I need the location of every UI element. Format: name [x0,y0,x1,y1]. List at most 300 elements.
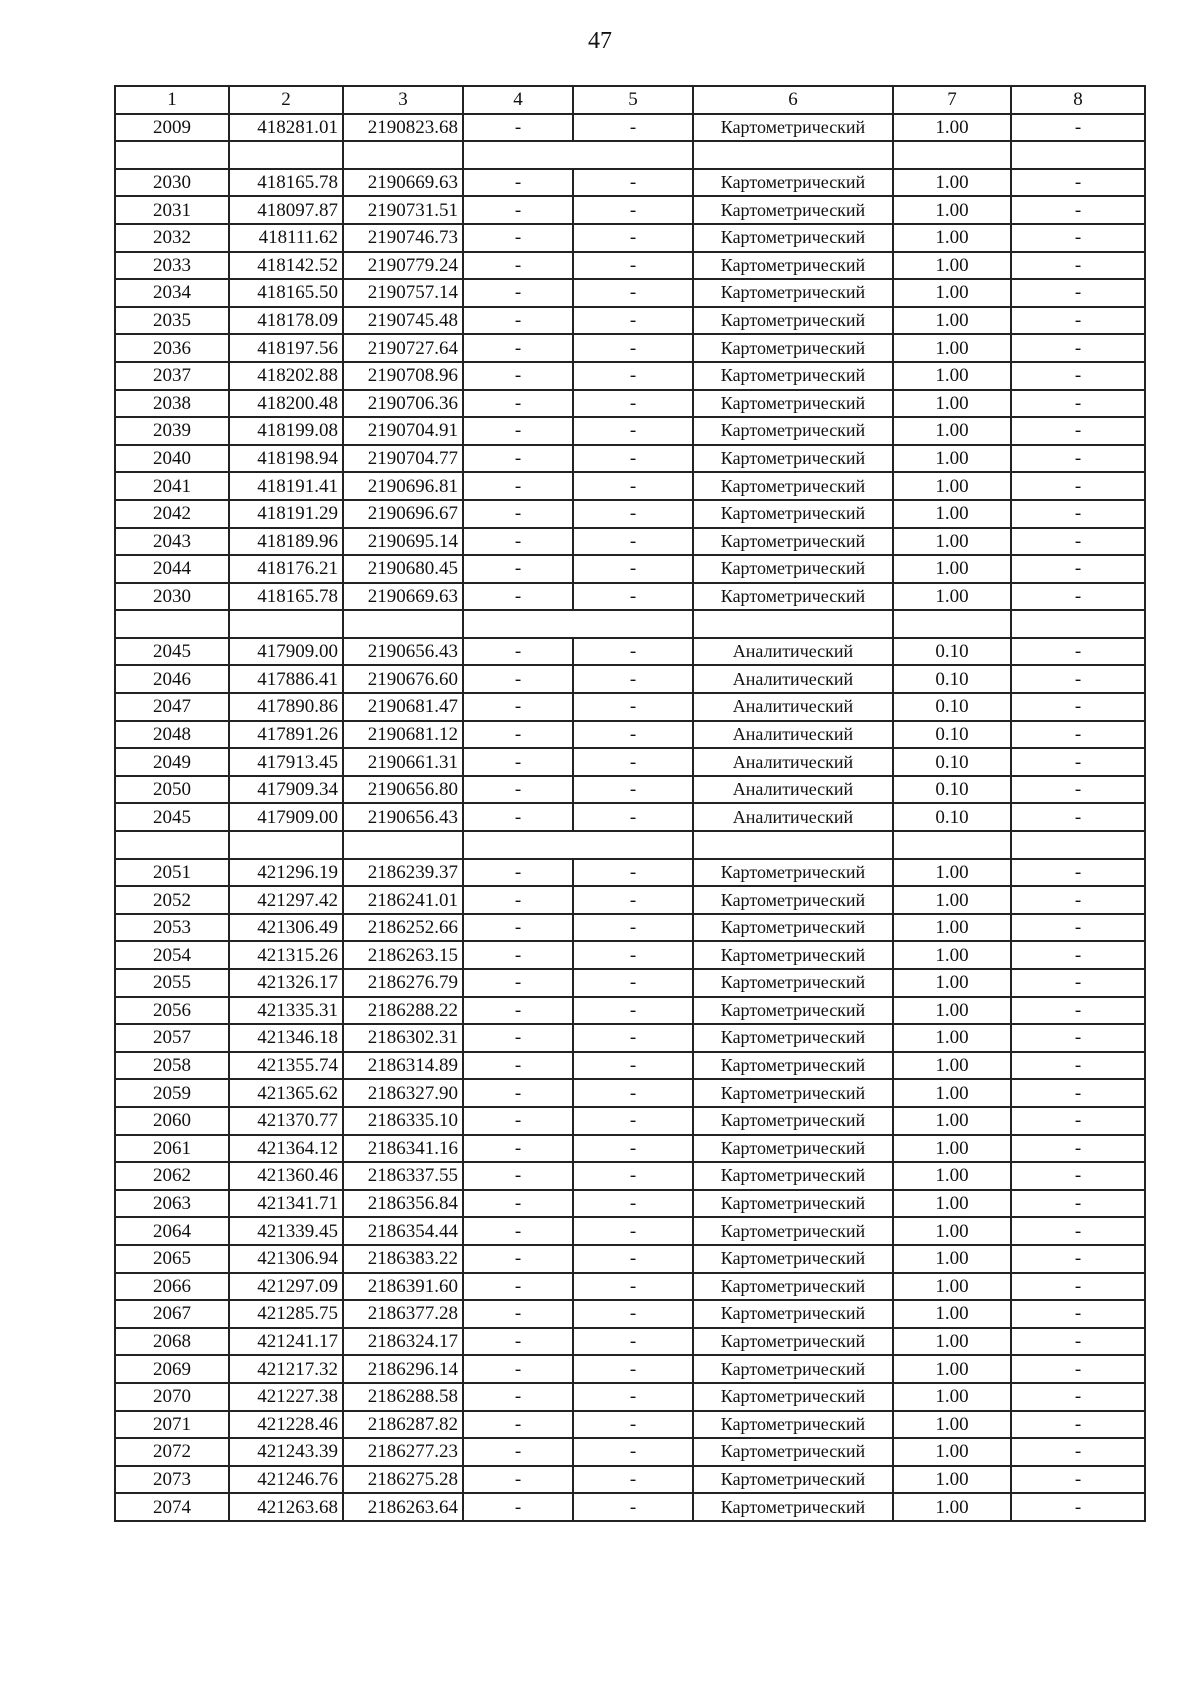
col-4-cell: - [463,693,573,721]
coord-x-cell: 417890.86 [229,693,343,721]
col-4-cell: - [463,997,573,1025]
point-number-cell: 2067 [115,1300,229,1328]
accuracy-cell: 0.10 [893,721,1011,749]
col-8-cell: - [1011,914,1145,942]
coord-y-cell: 2186302.31 [343,1024,463,1052]
point-number-cell: 2054 [115,941,229,969]
coord-x-cell: 421296.19 [229,859,343,887]
header-row [115,86,1145,114]
method-cell: Картометрический [693,1273,893,1301]
table-row [115,528,1145,556]
table-row [115,1079,1145,1107]
coord-x-cell: 421326.17 [229,969,343,997]
coord-y-cell: 2186341.16 [343,1135,463,1163]
method-cell: Картометрический [693,1466,893,1494]
col-5-cell: - [573,390,693,418]
coord-x-cell: 418191.41 [229,472,343,500]
point-number-cell: 2046 [115,665,229,693]
accuracy-cell: 1.00 [893,307,1011,335]
table-row [115,114,1145,142]
col-5-cell: - [573,196,693,224]
table-row [115,555,1145,583]
accuracy-cell: 1.00 [893,390,1011,418]
col-5-cell: - [573,252,693,280]
col-4-cell: - [463,1273,573,1301]
col-5-cell: - [573,803,693,831]
point-number-cell: 2065 [115,1245,229,1273]
col-4-cell: - [463,886,573,914]
col-8-cell: - [1011,390,1145,418]
coord-x-cell: 418097.87 [229,196,343,224]
point-number-cell: 2033 [115,252,229,280]
empty-cell [573,610,693,638]
col-5-cell: - [573,914,693,942]
col-4-cell: - [463,417,573,445]
point-number-cell: 2066 [115,1273,229,1301]
coord-y-cell: 2190746.73 [343,224,463,252]
coord-x-cell: 421355.74 [229,1052,343,1080]
point-number-cell: 2030 [115,583,229,611]
point-number-cell: 2051 [115,859,229,887]
col-5-cell: - [573,1273,693,1301]
table-row [115,1411,1145,1439]
col-8-cell: - [1011,859,1145,887]
point-number-cell: 2034 [115,279,229,307]
method-cell: Картометрический [693,1328,893,1356]
method-cell: Аналитический [693,776,893,804]
accuracy-cell: 0.10 [893,665,1011,693]
col-8-cell: - [1011,1245,1145,1273]
col-8-cell: - [1011,997,1145,1025]
coord-x-cell: 421364.12 [229,1135,343,1163]
coord-y-cell: 2190676.60 [343,665,463,693]
accuracy-cell: 1.00 [893,1079,1011,1107]
method-cell: Картометрический [693,969,893,997]
col-5-cell: - [573,528,693,556]
col-4-cell: - [463,583,573,611]
point-number-cell: 2048 [115,721,229,749]
coord-y-cell: 2186252.66 [343,914,463,942]
col-5-cell: - [573,1052,693,1080]
col-8-cell: - [1011,1135,1145,1163]
col-5-cell: - [573,997,693,1025]
coord-x-cell: 418165.50 [229,279,343,307]
point-number-cell: 2045 [115,638,229,666]
point-number-cell: 2040 [115,445,229,473]
method-cell: Картометрический [693,997,893,1025]
col-5-cell: - [573,1438,693,1466]
col-5-cell: - [573,224,693,252]
col-4-cell: - [463,1245,573,1273]
col-8-cell: - [1011,362,1145,390]
col-8-cell: - [1011,224,1145,252]
col-5-cell: - [573,583,693,611]
coord-y-cell: 2186263.15 [343,941,463,969]
separator-row [115,831,1145,859]
accuracy-cell: 1.00 [893,417,1011,445]
table-row [115,224,1145,252]
col-5-cell: - [573,1135,693,1163]
table-row [115,1383,1145,1411]
table-row [115,307,1145,335]
col-4-cell: - [463,279,573,307]
method-cell: Картометрический [693,114,893,142]
col-4-cell: - [463,803,573,831]
coord-x-cell: 421297.42 [229,886,343,914]
table-row [115,803,1145,831]
coord-y-cell: 2186391.60 [343,1273,463,1301]
accuracy-cell: 1.00 [893,169,1011,197]
col-5-cell: - [573,114,693,142]
accuracy-cell: 1.00 [893,1190,1011,1218]
table-row [115,196,1145,224]
col-4-cell: - [463,1052,573,1080]
accuracy-cell: 1.00 [893,528,1011,556]
point-number-cell: 2030 [115,169,229,197]
col-8-cell: - [1011,114,1145,142]
col-4-cell: - [463,252,573,280]
coord-y-cell: 2186263.64 [343,1493,463,1521]
coord-x-cell: 418189.96 [229,528,343,556]
coord-y-cell: 2190696.81 [343,472,463,500]
accuracy-cell: 1.00 [893,1328,1011,1356]
coord-x-cell: 418111.62 [229,224,343,252]
col-8-cell: - [1011,583,1145,611]
coord-x-cell: 421246.76 [229,1466,343,1494]
method-cell: Картометрический [693,1493,893,1521]
coord-y-cell: 2190656.80 [343,776,463,804]
col-8-cell: - [1011,1190,1145,1218]
accuracy-cell: 1.00 [893,279,1011,307]
empty-cell [893,141,1011,169]
coord-x-cell: 421227.38 [229,1383,343,1411]
point-number-cell: 2047 [115,693,229,721]
table-row [115,583,1145,611]
method-cell: Картометрический [693,1024,893,1052]
method-cell: Аналитический [693,693,893,721]
col-4-cell: - [463,307,573,335]
coord-x-cell: 421306.94 [229,1245,343,1273]
method-cell: Картометрический [693,169,893,197]
method-cell: Картометрический [693,196,893,224]
coord-x-cell: 421241.17 [229,1328,343,1356]
empty-cell [229,141,343,169]
col-8-cell: - [1011,196,1145,224]
coord-y-cell: 2190661.31 [343,748,463,776]
col-8-cell: - [1011,1107,1145,1135]
method-cell: Картометрический [693,252,893,280]
header-cell: 1 [115,86,229,114]
col-4-cell: - [463,1411,573,1439]
point-number-cell: 2060 [115,1107,229,1135]
coord-x-cell: 417909.00 [229,638,343,666]
table-row [115,1135,1145,1163]
method-cell: Картометрический [693,859,893,887]
col-8-cell: - [1011,1079,1145,1107]
point-number-cell: 2074 [115,1493,229,1521]
table-body [115,86,1145,1521]
col-8-cell: - [1011,665,1145,693]
coord-y-cell: 2186288.22 [343,997,463,1025]
table-row [115,1438,1145,1466]
coord-y-cell: 2190757.14 [343,279,463,307]
coord-y-cell: 2186356.84 [343,1190,463,1218]
table-row [115,1162,1145,1190]
table-row [115,721,1145,749]
col-8-cell: - [1011,1300,1145,1328]
method-cell: Аналитический [693,638,893,666]
col-5-cell: - [573,279,693,307]
col-4-cell: - [463,196,573,224]
col-5-cell: - [573,334,693,362]
coord-y-cell: 2190823.68 [343,114,463,142]
col-5-cell: - [573,721,693,749]
col-4-cell: - [463,528,573,556]
col-8-cell: - [1011,886,1145,914]
col-5-cell: - [573,859,693,887]
empty-cell [229,610,343,638]
method-cell: Картометрический [693,1383,893,1411]
coord-y-cell: 2190656.43 [343,803,463,831]
empty-cell [1011,610,1145,638]
separator-row [115,141,1145,169]
point-number-cell: 2042 [115,500,229,528]
col-4-cell: - [463,114,573,142]
table-row [115,445,1145,473]
accuracy-cell: 1.00 [893,1107,1011,1135]
point-number-cell: 2039 [115,417,229,445]
method-cell: Картометрический [693,500,893,528]
table-row [115,1107,1145,1135]
method-cell: Картометрический [693,941,893,969]
col-5-cell: - [573,1190,693,1218]
col-5-cell: - [573,748,693,776]
method-cell: Картометрический [693,1107,893,1135]
coord-y-cell: 2186383.22 [343,1245,463,1273]
col-8-cell: - [1011,748,1145,776]
point-number-cell: 2052 [115,886,229,914]
method-cell: Картометрический [693,555,893,583]
method-cell: Картометрический [693,1438,893,1466]
table-row [115,334,1145,362]
method-cell: Картометрический [693,279,893,307]
col-5-cell: - [573,1024,693,1052]
coord-y-cell: 2186275.28 [343,1466,463,1494]
col-4-cell: - [463,776,573,804]
point-number-cell: 2070 [115,1383,229,1411]
coord-x-cell: 421360.46 [229,1162,343,1190]
coordinates-table [114,85,1146,1522]
col-8-cell: - [1011,1355,1145,1383]
coord-y-cell: 2190708.96 [343,362,463,390]
empty-cell [463,610,573,638]
col-5-cell: - [573,500,693,528]
col-8-cell: - [1011,1383,1145,1411]
accuracy-cell: 1.00 [893,1300,1011,1328]
point-number-cell: 2045 [115,803,229,831]
coord-x-cell: 421341.71 [229,1190,343,1218]
col-4-cell: - [463,1355,573,1383]
coord-x-cell: 421315.26 [229,941,343,969]
empty-cell [893,831,1011,859]
table-row [115,279,1145,307]
accuracy-cell: 1.00 [893,1493,1011,1521]
coord-x-cell: 417886.41 [229,665,343,693]
col-8-cell: - [1011,721,1145,749]
col-5-cell: - [573,1466,693,1494]
col-5-cell: - [573,1107,693,1135]
coord-x-cell: 418191.29 [229,500,343,528]
accuracy-cell: 0.10 [893,693,1011,721]
col-4-cell: - [463,1107,573,1135]
point-number-cell: 2071 [115,1411,229,1439]
col-5-cell: - [573,693,693,721]
method-cell: Картометрический [693,1217,893,1245]
header-cell: 7 [893,86,1011,114]
coord-y-cell: 2190696.67 [343,500,463,528]
empty-cell [115,141,229,169]
method-cell: Картометрический [693,1411,893,1439]
accuracy-cell: 1.00 [893,1273,1011,1301]
col-8-cell: - [1011,638,1145,666]
point-number-cell: 2009 [115,114,229,142]
table-row [115,362,1145,390]
col-5-cell: - [573,941,693,969]
empty-cell [343,831,463,859]
coord-x-cell: 421285.75 [229,1300,343,1328]
method-cell: Картометрический [693,583,893,611]
accuracy-cell: 0.10 [893,803,1011,831]
coord-x-cell: 418176.21 [229,555,343,583]
col-8-cell: - [1011,417,1145,445]
accuracy-cell: 1.00 [893,1355,1011,1383]
accuracy-cell: 1.00 [893,1245,1011,1273]
col-4-cell: - [463,969,573,997]
empty-cell [343,610,463,638]
coord-x-cell: 421263.68 [229,1493,343,1521]
point-number-cell: 2036 [115,334,229,362]
col-8-cell: - [1011,1466,1145,1494]
method-cell: Аналитический [693,803,893,831]
accuracy-cell: 1.00 [893,472,1011,500]
accuracy-cell: 1.00 [893,334,1011,362]
col-4-cell: - [463,1438,573,1466]
method-cell: Картометрический [693,1135,893,1163]
table-row [115,1273,1145,1301]
table-row [115,914,1145,942]
col-5-cell: - [573,969,693,997]
col-4-cell: - [463,914,573,942]
col-8-cell: - [1011,941,1145,969]
col-5-cell: - [573,1411,693,1439]
point-number-cell: 2057 [115,1024,229,1052]
point-number-cell: 2068 [115,1328,229,1356]
accuracy-cell: 1.00 [893,252,1011,280]
accuracy-cell: 1.00 [893,969,1011,997]
method-cell: Аналитический [693,748,893,776]
point-number-cell: 2053 [115,914,229,942]
col-8-cell: - [1011,1052,1145,1080]
header-cell: 8 [1011,86,1145,114]
coord-y-cell: 2190704.77 [343,445,463,473]
col-5-cell: - [573,886,693,914]
col-4-cell: - [463,390,573,418]
col-8-cell: - [1011,528,1145,556]
point-number-cell: 2049 [115,748,229,776]
coord-x-cell: 418197.56 [229,334,343,362]
col-8-cell: - [1011,252,1145,280]
point-number-cell: 2032 [115,224,229,252]
coord-y-cell: 2190745.48 [343,307,463,335]
point-number-cell: 2064 [115,1217,229,1245]
col-5-cell: - [573,417,693,445]
separator-row [115,610,1145,638]
col-4-cell: - [463,500,573,528]
accuracy-cell: 0.10 [893,776,1011,804]
table-row [115,969,1145,997]
col-4-cell: - [463,638,573,666]
table-row [115,886,1145,914]
accuracy-cell: 1.00 [893,555,1011,583]
col-8-cell: - [1011,1411,1145,1439]
coord-y-cell: 2190695.14 [343,528,463,556]
table-row [115,748,1145,776]
accuracy-cell: 1.00 [893,1217,1011,1245]
col-4-cell: - [463,859,573,887]
coord-x-cell: 417909.00 [229,803,343,831]
table-row [115,1355,1145,1383]
col-8-cell: - [1011,169,1145,197]
point-number-cell: 2072 [115,1438,229,1466]
header-cell: 3 [343,86,463,114]
coord-y-cell: 2186337.55 [343,1162,463,1190]
coord-y-cell: 2186314.89 [343,1052,463,1080]
col-4-cell: - [463,1190,573,1218]
coord-y-cell: 2190680.45 [343,555,463,583]
accuracy-cell: 1.00 [893,914,1011,942]
empty-cell [115,610,229,638]
table-row [115,941,1145,969]
point-number-cell: 2037 [115,362,229,390]
coord-x-cell: 418200.48 [229,390,343,418]
accuracy-cell: 1.00 [893,1052,1011,1080]
col-8-cell: - [1011,1024,1145,1052]
accuracy-cell: 1.00 [893,196,1011,224]
method-cell: Картометрический [693,886,893,914]
table-row [115,1024,1145,1052]
point-number-cell: 2058 [115,1052,229,1080]
coord-y-cell: 2190681.12 [343,721,463,749]
col-4-cell: - [463,334,573,362]
col-8-cell: - [1011,1273,1145,1301]
col-4-cell: - [463,169,573,197]
coord-x-cell: 421306.49 [229,914,343,942]
coord-x-cell: 418165.78 [229,583,343,611]
coord-y-cell: 2186324.17 [343,1328,463,1356]
point-number-cell: 2050 [115,776,229,804]
col-4-cell: - [463,1300,573,1328]
col-4-cell: - [463,1024,573,1052]
accuracy-cell: 1.00 [893,1162,1011,1190]
coord-y-cell: 2190706.36 [343,390,463,418]
accuracy-cell: 1.00 [893,1383,1011,1411]
coord-y-cell: 2190681.47 [343,693,463,721]
table-row [115,1052,1145,1080]
table-row [115,1466,1145,1494]
method-cell: Аналитический [693,721,893,749]
accuracy-cell: 1.00 [893,1466,1011,1494]
table-row [115,390,1145,418]
